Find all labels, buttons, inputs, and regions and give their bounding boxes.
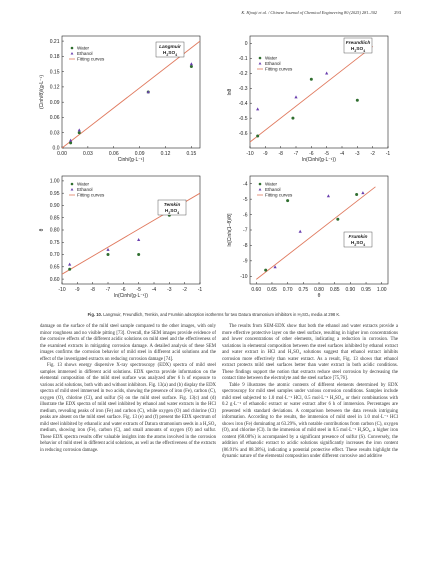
x-tick-label: -4 (339, 151, 345, 157)
paragraph: damage on the surface of the mild steel sample compared to the other images, with only minor roughness and no visible pitting [73]. Overall, the SEM images provide evidence of the corrosive effects of the different acidic solutions on mild steel and the effectiveness of the examined extracts in mitigating corrosion damage. A detailed analysis of these SEM images confirms the corrosion behavior of mild steel in different acid solutions and the effect of the investigated extracts on reducing corrosion damage [74]. (40, 324, 216, 362)
x-tick-label: 0.95 (361, 287, 371, 293)
y-axis-label: (Cinh/θ)/(g·L⁻¹) (39, 74, 45, 110)
y-tick-label: 0.18 (49, 54, 60, 61)
data-point-water (107, 253, 110, 256)
y-tick-label: 0.60 (49, 276, 60, 283)
chart-title-acid: $H_2SO_4$ (164, 209, 180, 215)
data-point-water (336, 218, 339, 221)
x-tick-label: 0.06 (108, 151, 119, 157)
x-tick-label: -3 (355, 151, 360, 157)
x-tick-label: 0.09 (134, 151, 145, 157)
text-column-right (222, 324, 398, 461)
x-tick-label: 0.60 (251, 287, 262, 293)
x-tick-label: 1.00 (376, 287, 387, 293)
data-point-water (69, 141, 72, 144)
data-point-water (256, 135, 259, 138)
legend-swatch (71, 183, 74, 186)
y-tick-label: -7 (243, 227, 248, 234)
legend (69, 182, 105, 198)
x-tick-label: -7 (105, 287, 111, 293)
x-tick-label: 0.80 (314, 287, 324, 293)
data-point-water (310, 78, 313, 81)
data-point-water (356, 99, 359, 102)
x-tick-label: 0.75 (298, 287, 309, 293)
x-tick-label: -8 (90, 287, 95, 293)
y-tick-label: -10 (240, 273, 248, 280)
x-tick-label: -8 (278, 151, 283, 157)
chart-title: Frumkin (348, 235, 368, 240)
data-point-ethanol (327, 194, 330, 197)
legend-swatch (71, 47, 74, 50)
y-tick-label: 0.09 (49, 99, 60, 106)
x-tick-label: -5 (136, 287, 141, 293)
y-tick-label: 0.90 (49, 203, 60, 210)
data-point-water (137, 253, 140, 256)
chart-title: Freundlich (345, 41, 371, 46)
legend-label: Ethanol (265, 61, 281, 67)
y-tick-label: 0.85 (49, 215, 60, 222)
chart-title-acid: $H_2SO_4$ (350, 241, 366, 247)
legend-swatch (259, 188, 262, 191)
legend-label: Water (265, 55, 278, 61)
y-tick-label: -5 (243, 196, 248, 203)
legend-label: Water (265, 181, 278, 187)
x-tick-label: 0.90 (345, 287, 356, 293)
figure-caption (28, 312, 400, 317)
x-tick-label: -4 (151, 287, 157, 293)
y-axis-label: θ (39, 228, 45, 232)
y-tick-label: -4 (243, 181, 248, 188)
paragraph: Fig. 13 shows energy dispersive X-ray spectroscopy (EDX) spectra of mild steel samples immersed in different acid solutions. EDX spectra provide information on the elemental composition of the mild steel surface was analyzed after 6 h of exposure to various acid solutions, both with and without inhibitors. Fig. 13(a) and (b) display the EDX spectra of mild steel immersed in two acids, showing the presence of iron (Fe), carbon (C), oxygen (O), chlorine (Cl), and sulfur (S) on the mild steel surface. Fig. 13(c) and (d) illustrate the EDX spectra of mild steel inhibited by ethanol and water extracts in the HCl medium, revealing peaks of iron (Fe) and carbon (C), while oxygen (O) and chlorine (Cl) peaks are absent on the mild steel surface. Fig. 13 (e) and (f) present the EDX spectrum of mild steel inhibited by ethanolic and water extracts of Datura stramonium seeds in a H₂SO₄ medium, showing iron (Fe), carbon (C), and small amounts of oxygen (O) and sulfur. These EDX spectra results offer valuable insights into the atoms involved in the corrosion behavior of mild steel in different acid solutions, as well as the effectiveness of the extracts in reducing corrosion damage. (40, 363, 216, 453)
y-tick-label: -6 (243, 212, 248, 219)
paragraph: Table 9 illustrates the atomic contents of different elements determined by EDX spectroscopy for mild steel samples under various corrosion conditions. Samples include mild steel subjected to 1.0 mol·L⁻¹ HCl, 0.5 mol·L⁻¹ H₂SO₄, or their combinations with 0.2 g·L⁻¹ of ethanolic extract or water extract after 6 h of immersion. Percentages are presented with standard deviations. A comparison between the data reveals intriguing information. According to the results, the immersion of mild steel in 1.0 mol·L⁻¹ HCl shows iron (Fe) dominating at 63.29%, with notable contributions from carbon (C), oxygen (O), and chlorine (Cl). In the immersion of mild steel in 0.5 mol·L⁻¹ H₂SO₄, a higher iron content (68.08%) is accompanied by a significant presence of sulfur (S). Conversely, the addition of ethanolic extract to acidic solutions significantly increases the iron content (86.91% and 88.38%), indicating a potential protective effect. These results highlight the dynamic nature of the elemental composition under different corrosive and additive (222, 382, 398, 459)
legend-label: Water (77, 181, 90, 187)
x-tick-label: -6 (309, 151, 314, 157)
caption-text: Langmuir, Freundlich, Temkin, and Frumkin adsorption isotherms for two Datura stramonium inhibitors in H₂SO₄ media at 298 K. (102, 312, 341, 317)
x-tick-label: 0.70 (282, 287, 293, 293)
data-point-ethanol (68, 263, 71, 266)
x-axis-label: ln(Cinh/(g·L⁻¹)) (302, 157, 336, 163)
legend-swatch (259, 57, 262, 60)
x-tick-label: 0.15 (186, 151, 197, 157)
data-point-ethanol (294, 95, 297, 98)
x-tick-label: 0.65 (267, 287, 277, 293)
x-tick-label: 0.85 (329, 287, 340, 293)
chart-title-acid: $H_2SO_4$ (350, 47, 366, 53)
running-header (0, 10, 427, 22)
y-tick-label: 0.21 (49, 38, 60, 45)
legend-label: Fitting curves (265, 192, 293, 198)
y-axis-label: ln[Cinh(1−θ)/θ] (227, 213, 233, 247)
y-tick-label: -0.5 (238, 115, 248, 122)
data-point-ethanol (361, 191, 364, 194)
x-tick-label: -1 (197, 287, 203, 293)
y-tick-label: -0.3 (238, 85, 248, 92)
chart-title: Langmuir (159, 45, 181, 50)
y-tick-label: -0.1 (238, 56, 248, 63)
legend-label: Fitting curves (77, 192, 105, 198)
x-tick-label: 0.12 (160, 151, 171, 157)
y-tick-label: 0.12 (49, 84, 60, 91)
y-tick-label: -8 (243, 243, 248, 250)
page-number: 293 (394, 10, 401, 15)
y-tick-label: 0.65 (49, 264, 60, 271)
y-tick-label: 0.06 (49, 115, 60, 122)
x-tick-label: -6 (121, 287, 126, 293)
y-axis-label: lnθ (227, 88, 233, 96)
y-tick-label: 0.70 (49, 252, 60, 259)
chart-temkin (39, 176, 202, 298)
legend-label: Ethanol (77, 51, 93, 57)
data-point-water (355, 193, 358, 196)
legend (257, 56, 293, 72)
legend (257, 182, 293, 198)
y-tick-label: 0.03 (49, 130, 60, 137)
journal-citation: K. Hjouji et al. / Chinese Journal of Chemical Engineering 80 (2025) 281–302 (241, 10, 377, 15)
y-tick-label: -0.4 (238, 100, 248, 107)
x-tick-label: -3 (167, 287, 172, 293)
x-tick-label: -2 (370, 151, 375, 157)
legend-label: Water (77, 45, 90, 51)
legend-swatch (259, 62, 262, 65)
chart-title: Temkin (163, 203, 181, 208)
legend-swatch (71, 188, 74, 191)
x-tick-label: 0.03 (83, 151, 93, 157)
x-axis-label: ln(Cinh/(g·L⁻¹)) (114, 293, 148, 298)
isotherm-plots (30, 26, 410, 298)
x-tick-label: -7 (293, 151, 299, 157)
chart-langmuir (39, 36, 200, 163)
x-tick-label: -9 (263, 151, 268, 157)
data-point-ethanol (137, 238, 140, 241)
data-point-ethanol (325, 72, 328, 75)
data-point-ethanol (299, 230, 302, 233)
legend-label: Fitting curves (77, 56, 105, 62)
legend-label: Ethanol (265, 187, 281, 193)
x-axis-label: θ (317, 293, 321, 298)
figure-10 (30, 26, 410, 298)
caption-label: Fig. 10. (87, 312, 103, 317)
data-point-water (286, 199, 289, 202)
x-tick-label: -10 (58, 287, 66, 293)
x-tick-label: -5 (324, 151, 329, 157)
y-tick-label: 0.80 (49, 227, 60, 234)
legend (69, 46, 105, 62)
text-column-left (40, 324, 216, 454)
chart-freundlich (227, 36, 390, 163)
y-tick-label: -0.2 (238, 71, 248, 78)
paragraph: The results from SEM-EDX show that both the ethanol and water extracts provide a more effective protective layer on the steel surface, resulting in higher iron concentrations and lower concentrations of other elements, indicating a reduction in corrosion. The variations in elemental composition between the steel surfaces inhibited by ethanol extract and water extract in HCl and H₂SO₄ solutions suggest that ethanol extract inhibits corrosion more effectively than water extract. As a result, Fig. 13 shows that ethanol extract protects mild steel surfaces better than water extract in both acidic conditions. These findings support the notion that extracts reduce steel corrosion by decreasing the contact time between the electrolyte and the steel surface [75,76]. (222, 324, 398, 381)
x-tick-label: -9 (75, 287, 80, 293)
x-tick-label: -2 (182, 287, 187, 293)
legend-swatch (259, 183, 262, 186)
legend-swatch (71, 52, 74, 55)
x-tick-label: -1 (385, 151, 391, 157)
y-tick-label: 0.95 (49, 190, 60, 197)
data-point-ethanol (256, 107, 259, 110)
y-tick-label: 0.75 (49, 239, 60, 246)
chart-frumkin (227, 176, 388, 298)
data-point-water (78, 131, 81, 134)
data-point-ethanol (78, 128, 81, 131)
y-tick-label: 0.15 (49, 69, 60, 76)
data-point-ethanol (190, 62, 193, 65)
x-axis-label: Cinh/(g·L⁻¹) (117, 157, 145, 163)
x-tick-label: -10 (246, 151, 254, 157)
data-point-water (68, 268, 71, 271)
data-point-water (190, 65, 193, 68)
x-tick-label: 0.00 (57, 151, 67, 157)
legend-label: Ethanol (77, 187, 93, 193)
y-tick-label: 0 (244, 41, 248, 48)
y-tick-label: 0.0 (52, 145, 60, 152)
legend-label: Fitting curves (265, 66, 293, 72)
y-tick-label: -9 (243, 258, 248, 265)
y-tick-label: 1.00 (49, 178, 60, 185)
data-point-water (264, 269, 267, 272)
data-point-water (291, 117, 294, 120)
chart-title-acid: $H_2SO_4$ (162, 51, 178, 57)
y-tick-label: -0.6 (238, 130, 248, 137)
